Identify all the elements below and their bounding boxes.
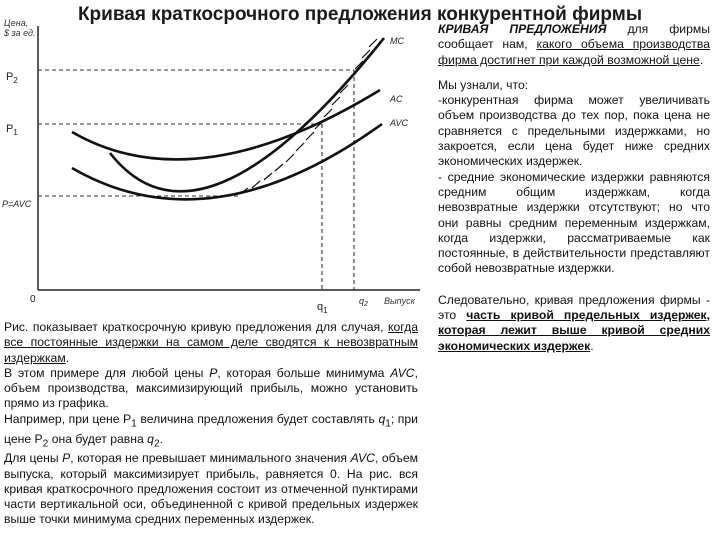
right-paragraph-4: - средние экономические издержки равняются средним общим издержкам, когда невозвратные издержки отсутствуют; но что они равны средним переменным издержкам, когда издержки, рассматриваемые как постоянные, в действительности представляют собой невозвратные издержки.: [438, 169, 710, 276]
ac-label: AC: [390, 94, 403, 104]
caption-paragraph-1: Рис. показывает краткосрочную кривую предложения для случая, когда все постоянные издержки на самом деле сводятся к невозвратным издержкам.: [4, 320, 419, 365]
right-paragraph-5: Следовательно, кривая предложения фирмы - это часть кривой предельных издержек, которая лежит выше кривой средних экономических издержек.: [438, 292, 711, 353]
ac-curve: [72, 90, 380, 159]
supply-tick-marks: [240, 39, 377, 194]
caption-paragraph-4: Для цены P, которая не превышает минимального значения AVC, объем выпуска, который максимизирует прибыль, равняется 0. На рис. вся кривая краткосрочного предложения состоит из отмеченной пунктирами части вертикальной оси, объединенной с кривой предельных издержек выше точки минимума средних переменных издержек.: [4, 451, 419, 527]
p1-label: $P_1$: [6, 123, 18, 137]
q1-label: $q_1$: [317, 301, 328, 315]
caption-paragraph-3: Например, при цене $P_1$ величина предложения будет составлять $q_1$; при цене $P_2$ она будет равна $q_2$.: [4, 411, 418, 449]
y-axis-label-2: $ за ед.: [4, 28, 36, 38]
avc-label: AVC: [390, 118, 409, 128]
figure-caption: [4, 320, 418, 528]
right-paragraph-2: Мы узнали, что:: [438, 77, 529, 92]
cost-curves-chart: [0, 18, 425, 320]
p-avc-label: P=AVC: [2, 199, 32, 209]
p2-label: $P_2$: [6, 71, 18, 85]
explanation-column: [438, 22, 710, 364]
mc-label: MC: [390, 36, 404, 46]
right-paragraph-1: КРИВАЯ ПРЕДЛОЖЕНИЯ для фирмы сообщает нам, какого объема производства фирма достигнет при каждой возможной цене.: [438, 22, 711, 67]
origin-label: 0: [30, 294, 36, 305]
page-title: Кривая краткосрочного предложения конкурентной фирмы: [77, 4, 643, 25]
x-axis-label: Выпуск: [384, 296, 415, 306]
mc-curve: [110, 38, 384, 191]
q2-label: $q_2$: [359, 296, 368, 308]
caption-paragraph-2: В этом примере для любой цены P, которая больше минимума AVC, объем производства, максимизирующий прибыль, можно установить прямо из графика.: [4, 365, 418, 411]
right-paragraph-3: -конкурентная фирма может увеличивать объем производства до тех пор, пока цена не сравняется с предельными издержками, но закроется, если цена будет ниже средних экономических издержек.: [438, 93, 710, 169]
y-axis-label-1: Цена,: [4, 18, 29, 28]
